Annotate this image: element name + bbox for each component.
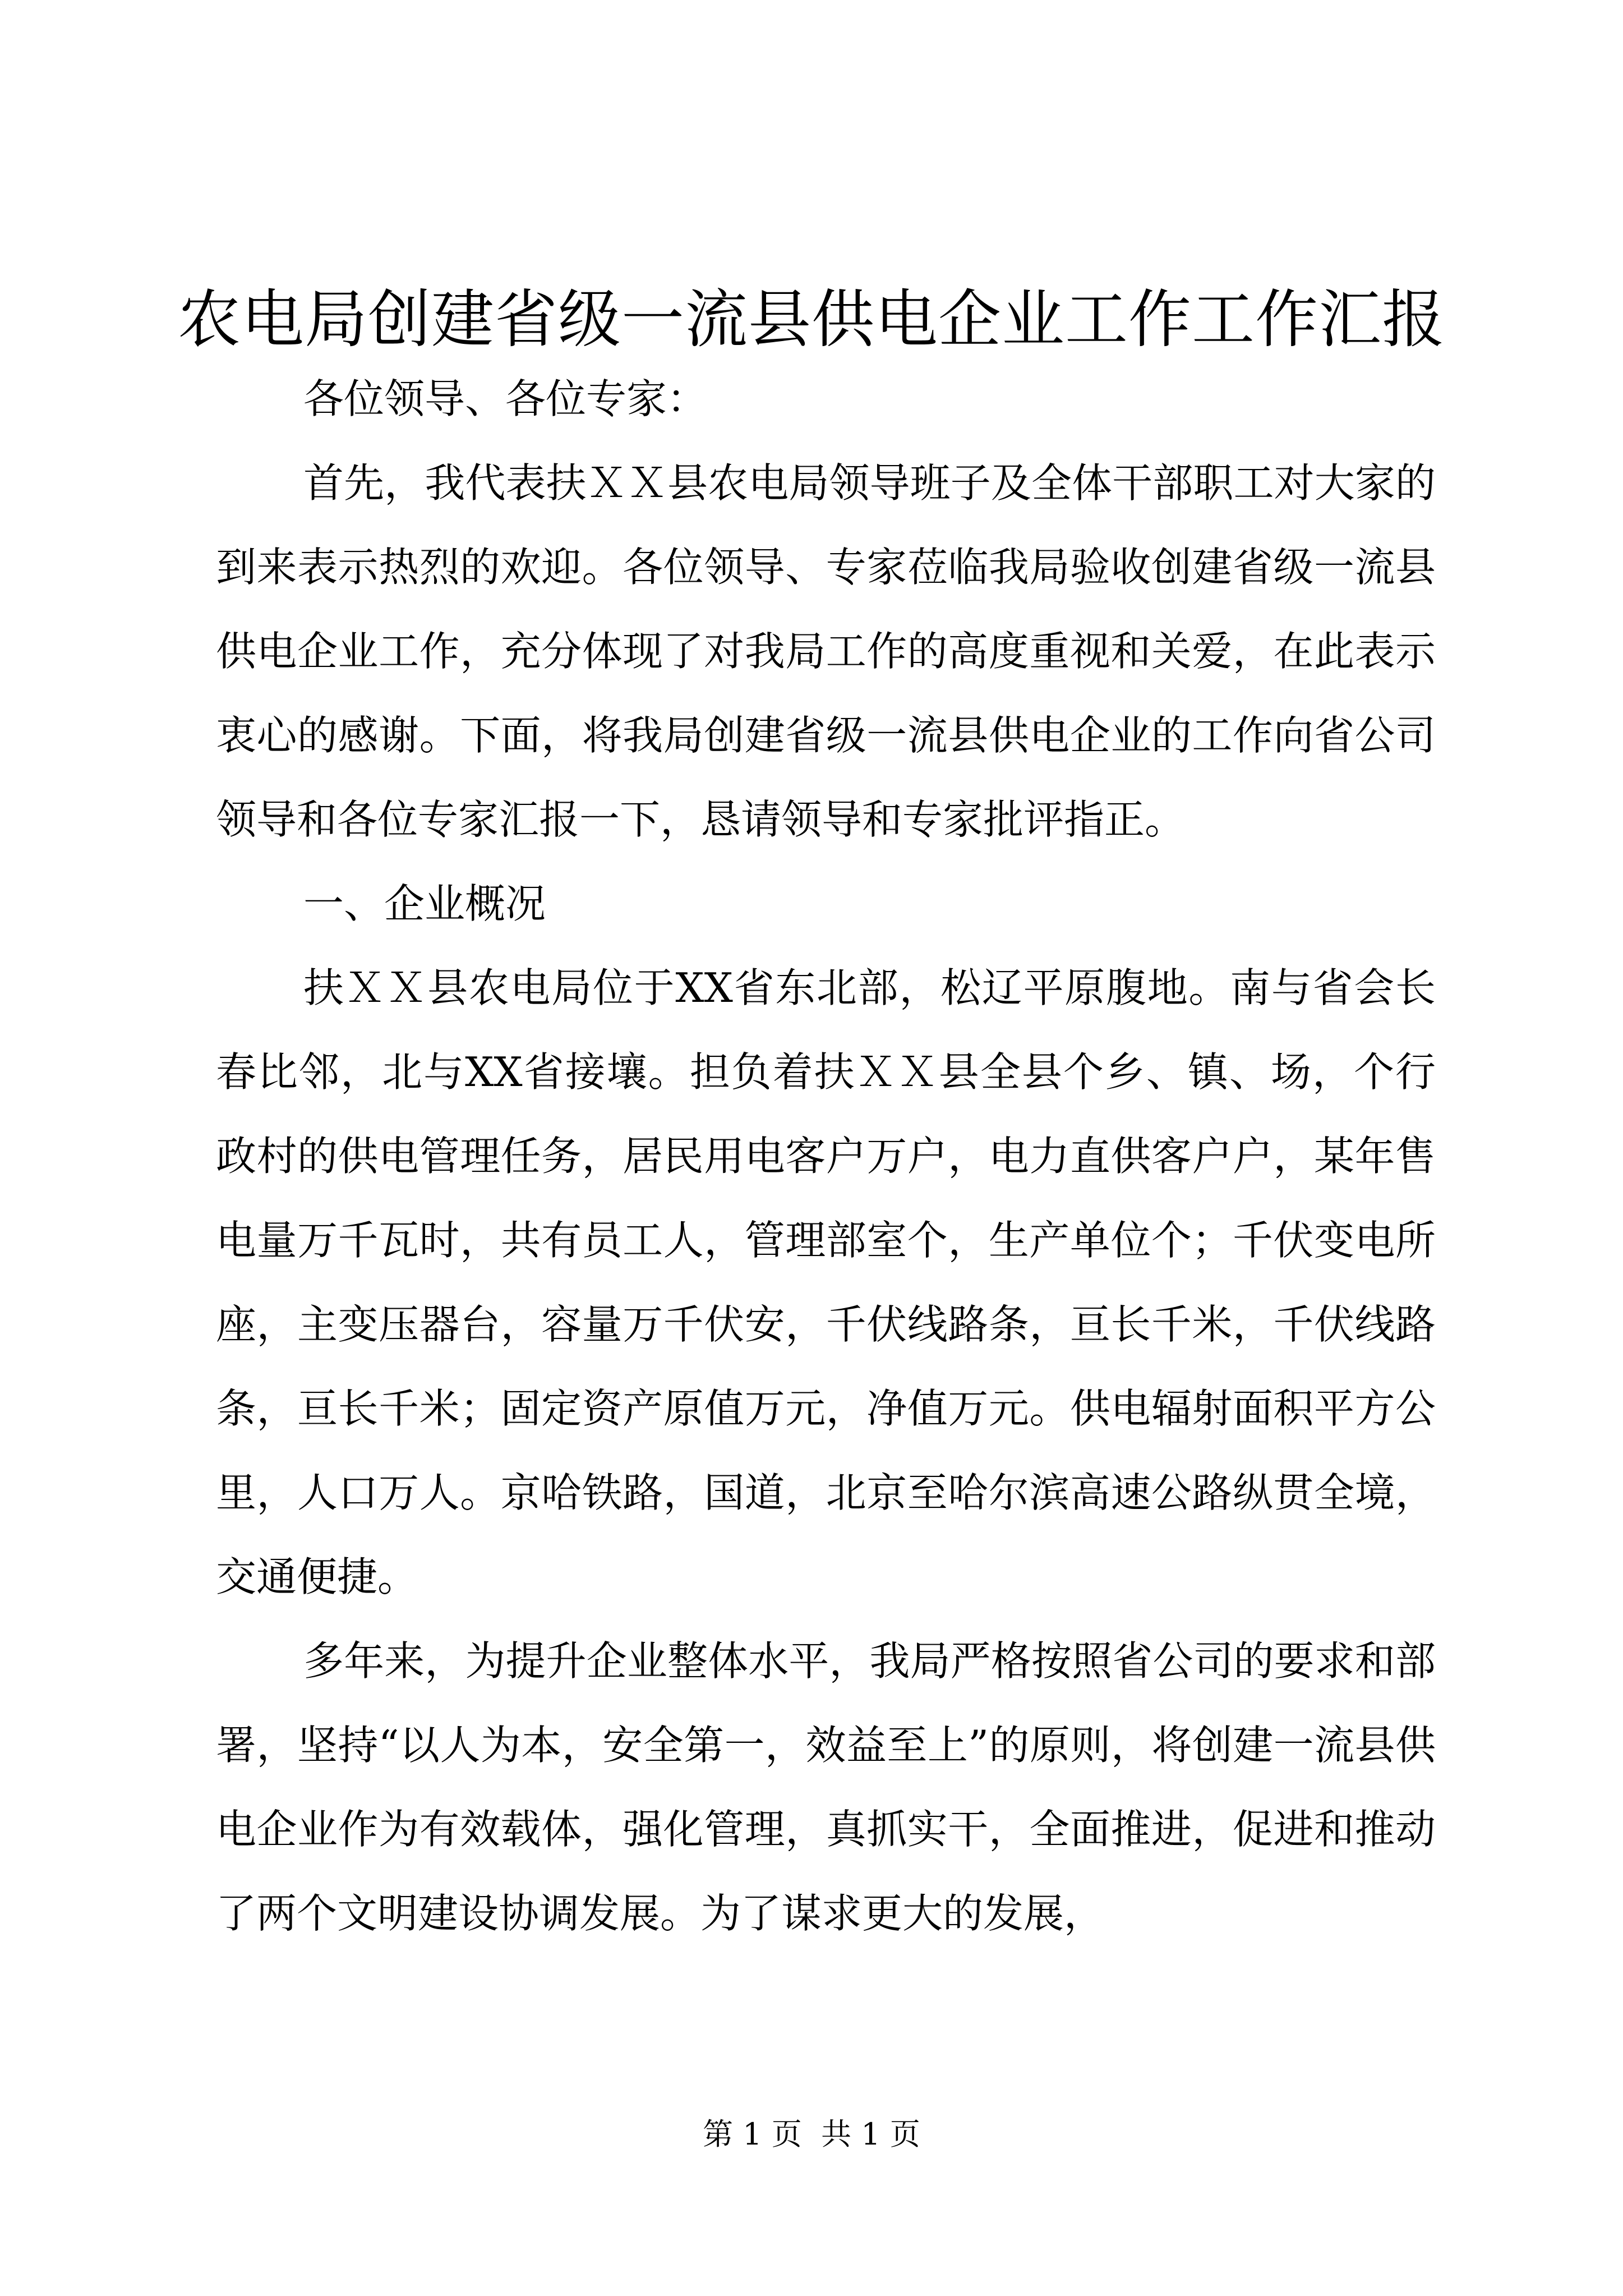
salutation-paragraph: 各位领导、各位专家：	[303, 375, 708, 422]
opening-paragraph: 首先，我代表扶ＸＸ县农电局领导班子及全体干部职工对大家的到来表示热烈的欢迎。各位领导、专家莅临我局验收创建省级一流县供电企业工作，充分体现了对我局工作的高度重视和关爱，在此表示衷心的感谢。下面，将我局创建省级一流县供电企业的工作向省公司领导和各位专家汇报一下，恳请领导和专家批评指正。	[216, 459, 1436, 843]
document-title: 农电局创建省级一流县供电企业工作工作汇报	[178, 283, 1445, 356]
overview-paragraph: 扶ＸＸ县农电局位于XX省东北部，松辽平原腹地。南与省会长春比邻，北与XX省接壤。担负着扶ＸＸ县全县个乡、镇、场，个行政村的供电管理任务，居民用电客户万户，电力直供客户户，某年售电量万千瓦时，共有员工人，管理部室个，生产单位个；千伏变电所座，主变压器台，容量万千伏安，千伏线路条，亘长千米，千伏线路条，亘长千米；固定资产原值万元，净值万元。供电辐射面积平方公里，人口万人。京哈铁路，国道，北京至哈尔滨高速公路纵贯全境，交通便捷。	[216, 964, 1436, 1600]
section-heading: 一、企业概况	[303, 880, 546, 927]
development-paragraph: 多年来，为提升企业整体水平，我局严格按照省公司的要求和部署，坚持“以人为本，安全第一，效益至上”的原则，将创建一流县供电企业作为有效载体，强化管理，真抓实干，全面推进，促进和推动了两个文明建设协调发展。为了谋求更大的发展，	[216, 1637, 1436, 1937]
document-body	[216, 357, 1436, 1955]
page-footer: 第 1 页 共 1 页	[703, 2116, 920, 2152]
